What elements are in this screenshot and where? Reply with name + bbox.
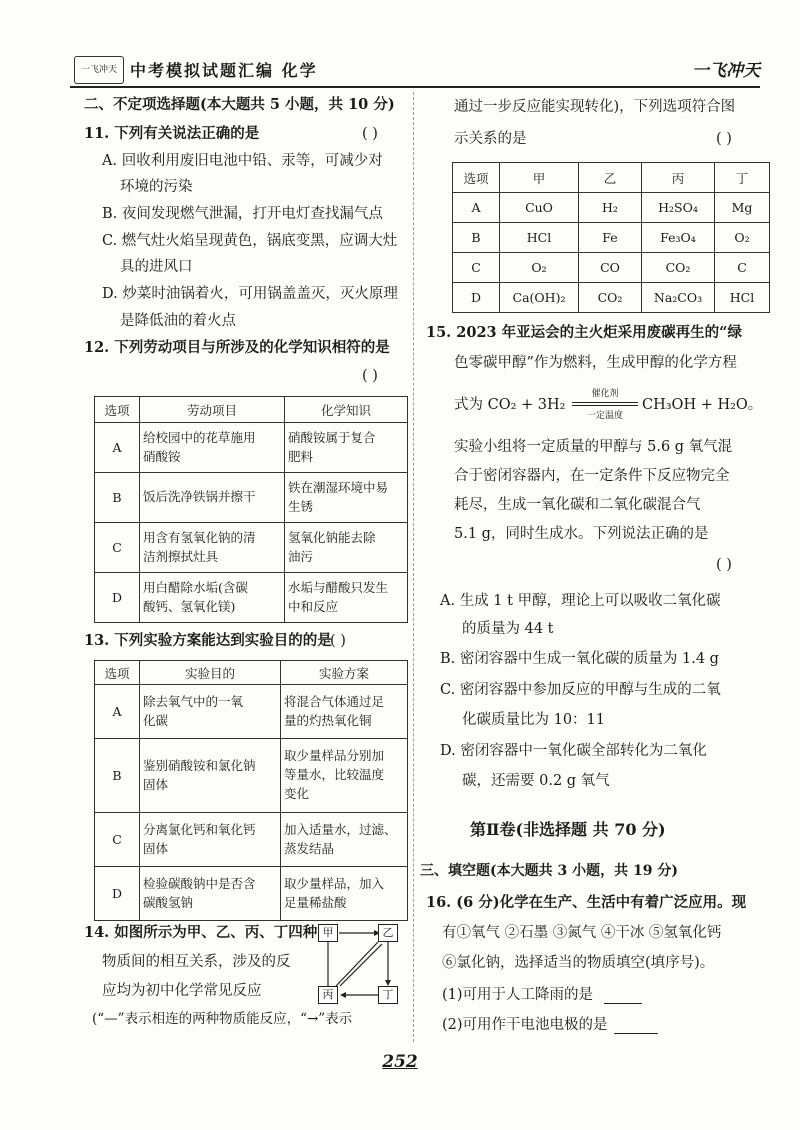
q13-row-b-plan: 取少量样品分别加 等量水，比较温度 变化 [281, 739, 408, 813]
q15-equation [454, 384, 774, 424]
q14-cont-line1: 通过一步反应能实现转化)，下列选项符合图 [454, 99, 736, 115]
table-row [453, 193, 770, 223]
section-title-3: 三、填空题(本大题共 3 小题，共 19 分) [420, 863, 678, 879]
q12-header-task: 劳动项目 [140, 397, 285, 423]
q11-stem: 11. 下列有关说法正确的是 [84, 125, 260, 142]
q13-table [94, 660, 408, 921]
q16-sub1 [442, 988, 642, 1004]
q14-cell: C [453, 253, 500, 283]
q14-cell: Ca(OH)₂ [500, 283, 579, 313]
q12-row-c-task: 用含有氢氧化钠的清 洁剂擦拭灶具 [140, 523, 285, 573]
q14-cell: C [715, 253, 770, 283]
q13-header-option: 选项 [95, 661, 140, 685]
q14-cell: H₂ [579, 193, 642, 223]
q11-option-c-cont: 具的进风口 [120, 259, 193, 275]
q14-cell: H₂SO₄ [642, 193, 715, 223]
equation-arrow-line [572, 402, 638, 403]
q16-sub1-blank[interactable] [604, 988, 642, 1004]
q13-row-d-plan: 取少量样品，加入 足量稀盐酸 [281, 867, 408, 921]
q13-row-c-purpose: 分离氯化钙和氧化钙 固体 [140, 813, 281, 867]
brand-name: 一飞冲天 [692, 61, 760, 81]
series-logo: 一飞冲天 [74, 56, 124, 84]
page-number: 252 [382, 1052, 418, 1072]
q14-cell: CO₂ [579, 283, 642, 313]
q16-sub2-blank[interactable] [614, 1018, 658, 1034]
q12-row-a-option: A [95, 423, 140, 473]
q15-option-c: C. 密闭容器中参加反应的甲醇与生成的二氧 [440, 682, 721, 698]
q12-header-knowledge: 化学知识 [285, 397, 408, 423]
q11-option-c: C. 燃气灶火焰呈现黄色，锅底变黑，应调大灶 [102, 233, 398, 249]
table-row [453, 253, 770, 283]
q14-header-ding: 丁 [715, 163, 770, 193]
q13-header-plan: 实验方案 [281, 661, 408, 685]
q15-option-a-cont: 的质量为 44 t [462, 621, 554, 637]
table-row [95, 523, 408, 573]
q14-table [452, 162, 770, 313]
diagram-box-ding: 丁 [378, 986, 398, 1004]
table-row [95, 423, 408, 473]
q14-header-jia: 甲 [500, 163, 579, 193]
q15-stem: 15. 2023 年亚运会的主火炬采用废碳再生的“绿 [426, 324, 743, 341]
q14-header-bing: 丙 [642, 163, 715, 193]
q12-row-d-task: 用白醋除水垢(含碳 酸钙、氢氧化镁) [140, 573, 285, 623]
q14-cell: Na₂CO₃ [642, 283, 715, 313]
q12-stem: 12. 下列劳动项目与所涉及的化学知识相符的是 [84, 339, 390, 356]
q14-cell: O₂ [715, 223, 770, 253]
page-header [70, 56, 760, 88]
q13-stem: 13. 下列实验方案能达到实验目的的是 [84, 632, 332, 649]
q15-line4: 实验小组将一定质量的甲醇与 5.6 g 氧气混 [454, 439, 733, 455]
q12-row-b-option: B [95, 473, 140, 523]
q14-stem-line2: 物质间的相互关系，涉及的反 [102, 954, 291, 970]
q14-cell: D [453, 283, 500, 313]
q13-answer-paren[interactable]: ( ) [330, 633, 346, 649]
equation-condition-top: 催化剂 [591, 389, 619, 399]
q14-cell: HCl [715, 283, 770, 313]
equation-arrow-line-2 [572, 405, 638, 406]
table-row [95, 813, 408, 867]
q11-option-d-cont: 是降低油的着火点 [120, 313, 236, 329]
q14-cell: Mg [715, 193, 770, 223]
q15-option-c-cont: 化碳质量比为 10：11 [462, 712, 606, 728]
q16-stem: 16. (6 分)化学在生产、生活中有着广泛应用。现 [426, 894, 747, 911]
diagram-box-jia: 甲 [318, 924, 338, 942]
q13-row-a-option: A [95, 685, 140, 739]
equation-left: 式为 CO₂ + 3H₂ [454, 397, 566, 413]
column-separator [413, 92, 414, 1042]
q12-row-b-task: 饭后洗净铁锅并擦干 [140, 473, 285, 523]
q12-row-d-knowledge: 水垢与醋酸只发生 中和反应 [285, 573, 408, 623]
q11-option-a-cont: 环境的污染 [120, 179, 193, 195]
q12-row-b-knowledge: 铁在潮湿环境中易 生锈 [285, 473, 408, 523]
q13-row-c-plan: 加入适量水，过滤、 蒸发结晶 [281, 813, 408, 867]
q12-row-d-option: D [95, 573, 140, 623]
q15-line2: 色零碳甲醇”作为燃料，生成甲醇的化学方程 [454, 355, 737, 371]
q16-line3: ⑥氯化钠，选择适当的物质填空(填序号)。 [442, 955, 715, 971]
q14-stem-line4: (“—”表示相连的两种物质能反应，“→”表示 [92, 1011, 353, 1027]
q15-line7: 5.1 g，同时生成水。下列说法正确的是 [454, 526, 709, 542]
q12-row-a-knowledge: 硝酸铵属于复合 肥料 [285, 423, 408, 473]
q14-cell: A [453, 193, 500, 223]
q16-sub1-text: (1)可用于人工降雨的是 [442, 987, 594, 1003]
q14-relation-diagram [318, 924, 398, 1004]
table-row [95, 573, 408, 623]
q12-row-a-task: 给校园中的花草施用 硝酸铵 [140, 423, 285, 473]
q14-stem-line3: 应均为初中化学常见反应 [102, 983, 262, 999]
part-2-title: 第Ⅱ卷(非选择题 共 70 分) [470, 820, 666, 839]
q13-row-b-option: B [95, 739, 140, 813]
q11-option-d: D. 炒菜时油锅着火，可用锅盖盖灭，灭火原理 [102, 286, 398, 302]
q13-row-d-purpose: 检验碳酸钠中是否含 碳酸氢钠 [140, 867, 281, 921]
q12-header-option: 选项 [95, 397, 140, 423]
q14-cell: HCl [500, 223, 579, 253]
table-row [95, 867, 408, 921]
table-row [95, 473, 408, 523]
q11-answer-paren[interactable]: ( ) [362, 126, 378, 142]
q12-row-c-option: C [95, 523, 140, 573]
q14-answer-paren[interactable]: ( ) [716, 131, 732, 147]
q12-table [94, 396, 408, 623]
q14-cell: CuO [500, 193, 579, 223]
q13-row-a-purpose: 除去氧气中的一氧 化碳 [140, 685, 281, 739]
q15-option-b: B. 密闭容器中生成一氧化碳的质量为 1.4 g [440, 651, 719, 667]
q14-header-option: 选项 [453, 163, 500, 193]
q14-cell: B [453, 223, 500, 253]
section-title-2: 二、不定项选择题(本大题共 5 小题，共 10 分) [84, 96, 395, 113]
table-row [95, 685, 408, 739]
q15-option-a: A. 生成 1 t 甲醇，理论上可以吸收二氧化碳 [440, 593, 721, 609]
q14-cell: O₂ [500, 253, 579, 283]
q15-line6: 耗尽，生成一氧化碳和二氧化碳混合气 [454, 497, 701, 513]
q14-stem: 14. 如图所示为甲、乙、丙、丁四种 [84, 924, 318, 941]
equation-condition-bottom: 一定温度 [586, 411, 623, 421]
q13-row-d-option: D [95, 867, 140, 921]
q12-answer-paren[interactable]: ( ) [362, 368, 378, 384]
diagram-box-yi: 乙 [378, 924, 398, 942]
q15-answer-paren[interactable]: ( ) [716, 557, 732, 573]
q14-cont-line2: 示关系的是 [454, 131, 527, 147]
q16-sub2-text: (2)可用作干电池电极的是 [442, 1017, 608, 1033]
diagram-box-bing: 丙 [318, 986, 338, 1004]
q14-cell: CO₂ [642, 253, 715, 283]
table-row [453, 283, 770, 313]
q15-option-d-cont: 碳，还需要 0.2 g 氧气 [462, 773, 610, 789]
q16-sub2 [442, 1018, 658, 1034]
table-row [453, 223, 770, 253]
q14-header-yi: 乙 [579, 163, 642, 193]
q13-header-purpose: 实验目的 [140, 661, 281, 685]
q16-line2: 有①氧气 ②石墨 ③氮气 ④干冰 ⑤氢氧化钙 [442, 925, 722, 941]
q13-row-c-option: C [95, 813, 140, 867]
q13-row-b-purpose: 鉴别硝酸铵和氯化钠 固体 [140, 739, 281, 813]
q12-row-c-knowledge: 氢氧化钠能去除 油污 [285, 523, 408, 573]
book-title: 中考模拟试题汇编 化学 [130, 61, 318, 80]
q13-row-a-plan: 将混合气体通过足 量的灼热氧化铜 [281, 685, 408, 739]
q15-line5: 合于密闭容器内，在一定条件下反应物完全 [454, 468, 730, 484]
q11-option-b: B. 夜间发现燃气泄漏，打开电灯查找漏气点 [102, 206, 383, 222]
q14-cell: Fe [579, 223, 642, 253]
q15-option-d: D. 密闭容器中一氧化碳全部转化为二氧化 [440, 743, 707, 759]
equation-right: CH₃OH + H₂O。 [642, 397, 763, 413]
q14-cell: Fe₃O₄ [642, 223, 715, 253]
q14-cell: CO [579, 253, 642, 283]
table-row [95, 739, 408, 813]
q11-option-a: A. 回收利用废旧电池中铅、汞等，可减少对 [102, 153, 383, 169]
